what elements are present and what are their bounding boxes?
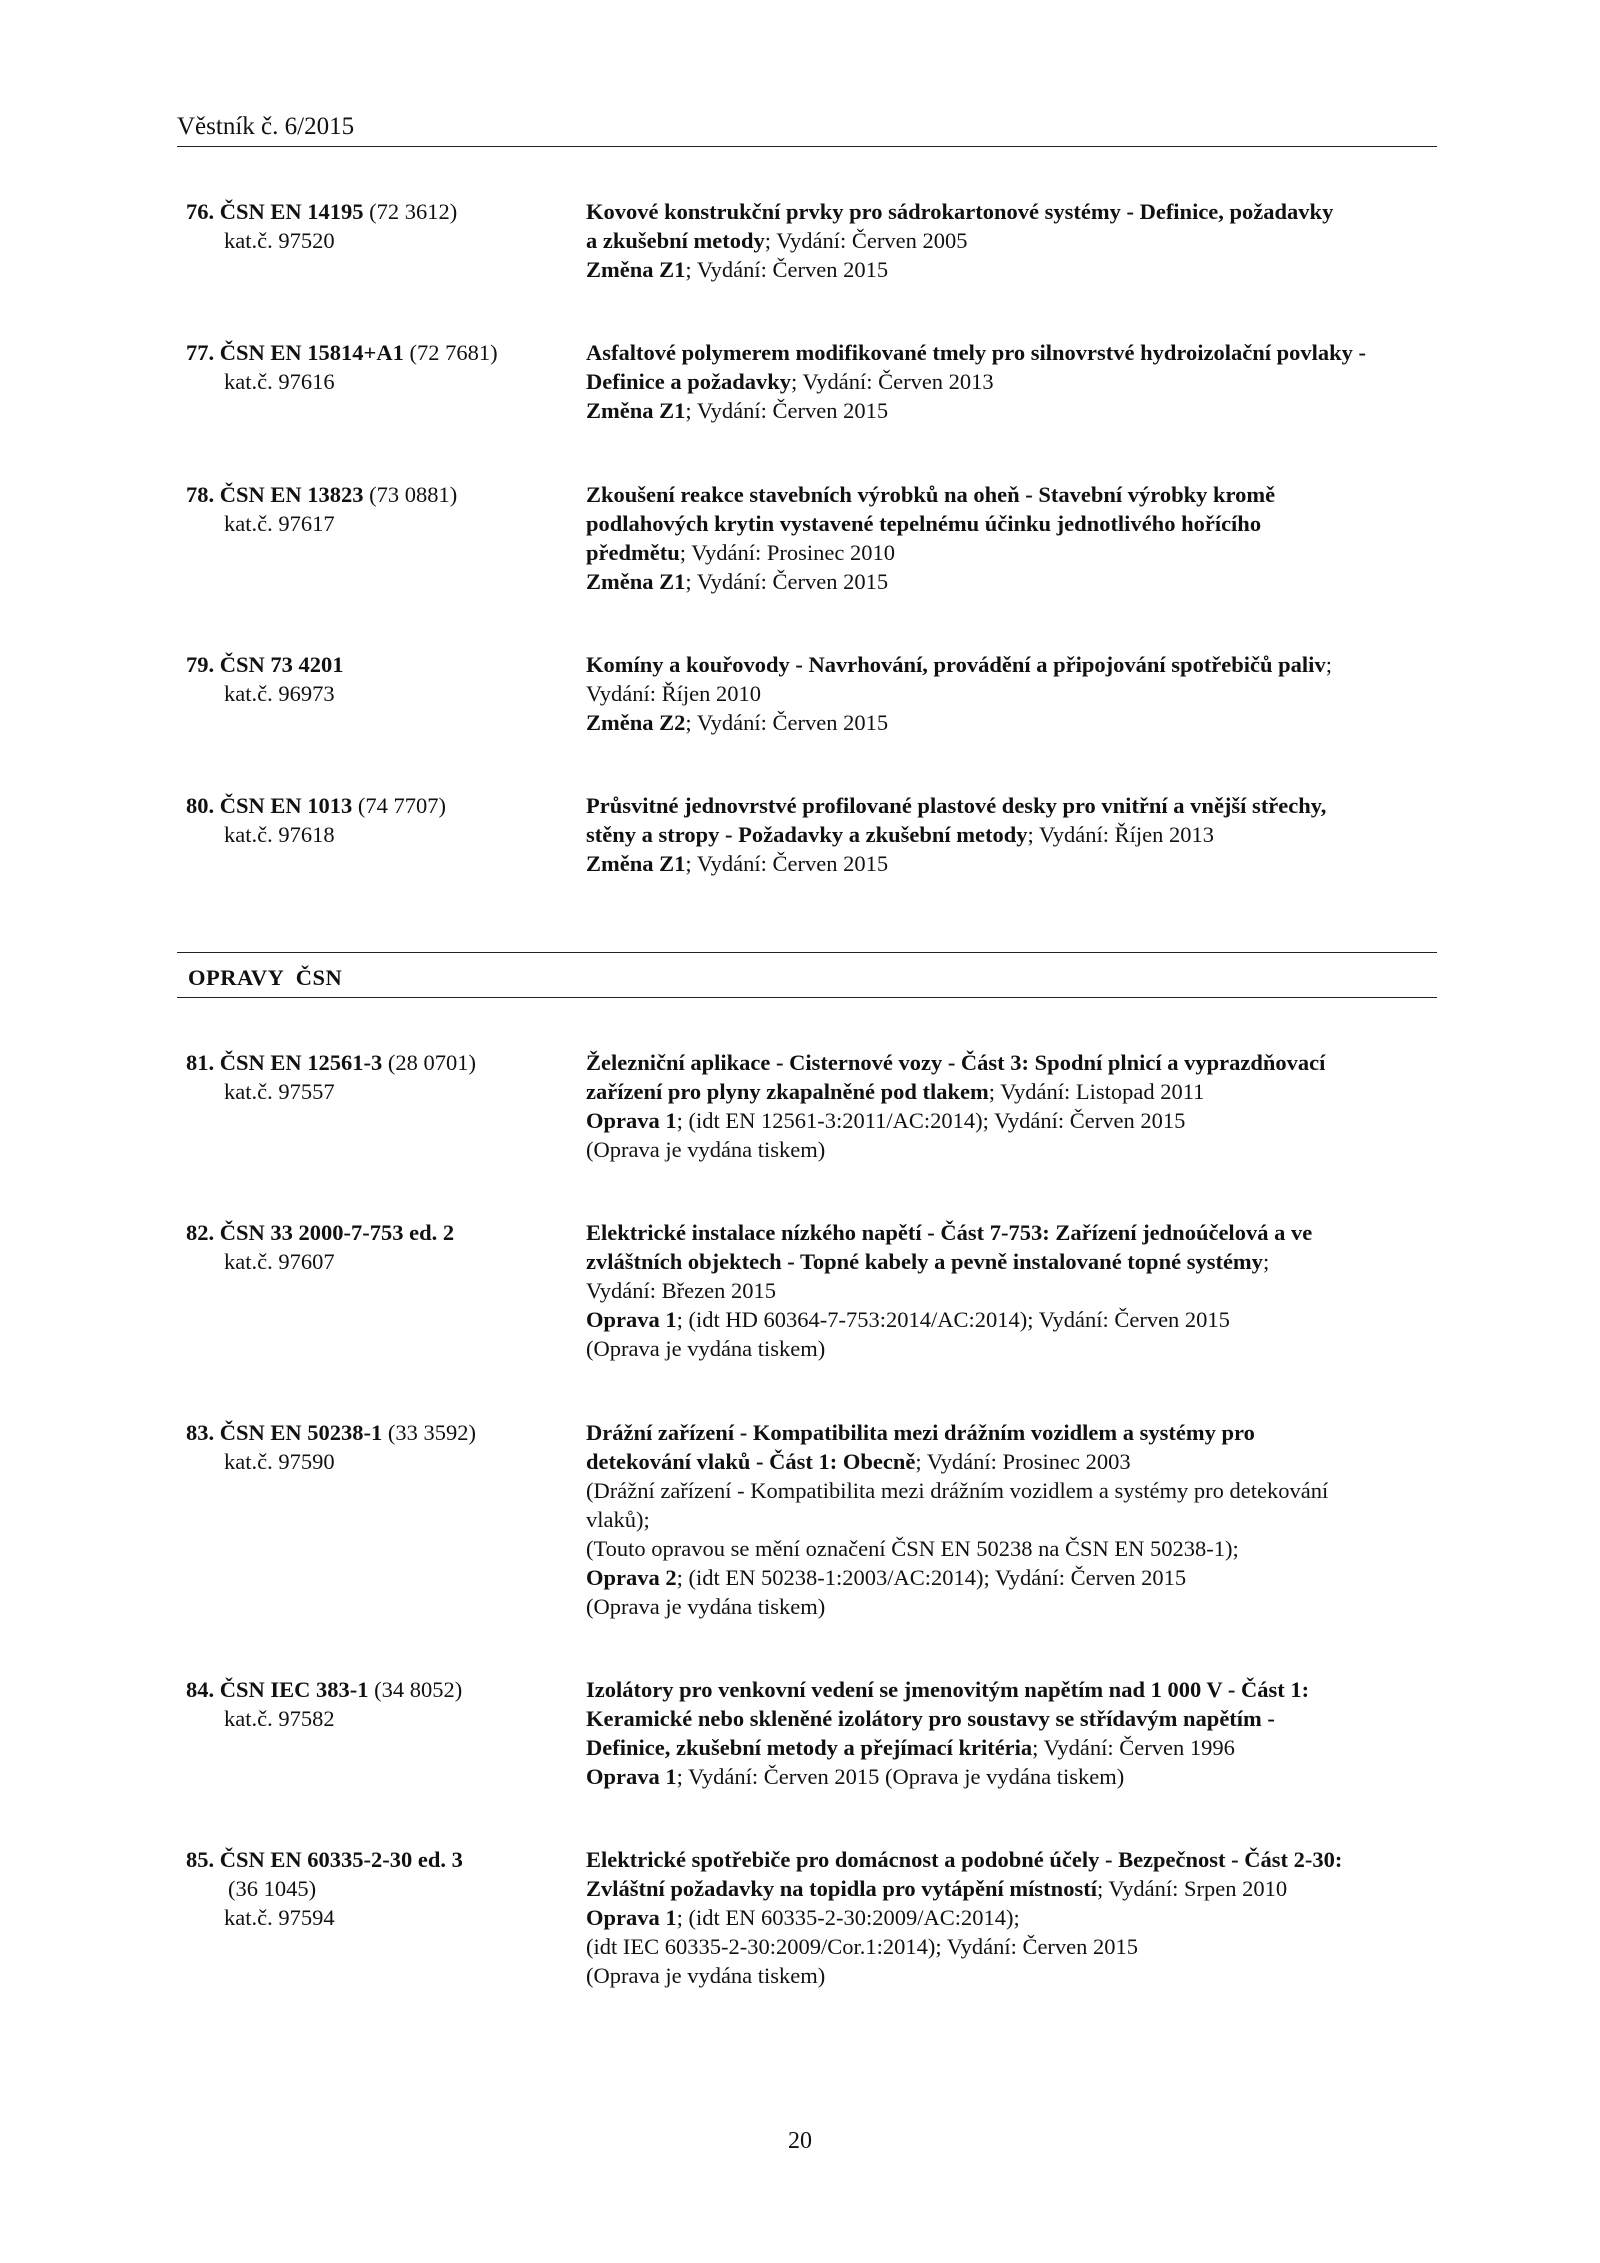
standard-code: ČSN EN 12561-3 — [219, 1050, 383, 1075]
standard-code: ČSN EN 13823 — [219, 482, 364, 507]
title-line: Elektrické instalace nízkého napětí - Část 7-753: Zařízení jednoúčelová a ve — [586, 1220, 1313, 1245]
catalog-number: kat.č. 96973 — [224, 681, 335, 706]
entry-identifier — [186, 791, 566, 849]
edition-info: ; Vydání: Červen 1996 — [1032, 1735, 1235, 1760]
title-line: detekování vlaků - Část 1: Obecně — [586, 1449, 916, 1474]
class-code: (34 8052) — [368, 1677, 463, 1702]
standard-code: ČSN IEC 383-1 — [219, 1677, 369, 1702]
catalog-number: kat.č. 97520 — [224, 228, 335, 253]
correction-label: Oprava 1 — [586, 1905, 677, 1930]
title-line: zvláštních objektech - Topné kabely a pevně instalované topné systémy — [586, 1249, 1263, 1274]
edition-info: ; Vydání: Červen 2013 — [791, 369, 994, 394]
change-info: ; Vydání: Červen 2015 — [685, 398, 889, 423]
entry-number: 85. — [186, 1847, 215, 1872]
page-header: Věstník č. 6/2015 — [177, 113, 355, 140]
standard-code: ČSN EN 60335-2-30 ed. 3 — [219, 1847, 463, 1872]
title-line: Asfaltové polymerem modifikované tmely pro silnovrstvé hydroizolační povlaky - — [586, 340, 1366, 365]
previous-title-line: vlaků); — [586, 1507, 650, 1532]
class-code: (33 3592) — [382, 1420, 477, 1445]
entry-number: 78. — [186, 482, 215, 507]
section-divider-bottom — [177, 997, 1437, 998]
catalog-number: kat.č. 97607 — [224, 1249, 335, 1274]
entry-description — [586, 1418, 1436, 1621]
catalog-number: kat.č. 97616 — [224, 369, 335, 394]
entry-identifier — [186, 650, 566, 708]
change-label: Změna Z1 — [586, 398, 686, 423]
title-punctuation: ; — [1325, 652, 1332, 677]
correction-info: ; (idt EN 50238-1:2003/AC:2014); Vydání: Červen 2015 — [676, 1565, 1187, 1590]
title-line: Zkoušení reakce stavebních výrobků na oheň - Stavební výrobky kromě — [586, 482, 1276, 507]
standard-code: ČSN EN 50238-1 — [219, 1420, 383, 1445]
entry-number: 77. — [186, 340, 215, 365]
entry-number: 84. — [186, 1677, 215, 1702]
title-line: Definice a požadavky — [586, 369, 791, 394]
title-line: podlahových krytin vystavené tepelnému účinku jednotlivého hořícího — [586, 511, 1262, 536]
title-line: předmětu — [586, 540, 680, 565]
section-divider-top — [177, 952, 1437, 953]
title-line: Drážní zařízení - Kompatibilita mezi drážním vozidlem a systémy pro — [586, 1420, 1255, 1445]
change-info: ; Vydání: Červen 2015 — [685, 851, 889, 876]
edition-info: Vydání: Březen 2015 — [586, 1278, 776, 1303]
title-line: Komíny a kouřovody - Navrhování, provádění a připojování spotřebičů paliv — [586, 652, 1326, 677]
change-label: Změna Z1 — [586, 851, 686, 876]
entry-number: 79. — [186, 652, 215, 677]
standard-code: ČSN 33 2000-7-753 ed. 2 — [219, 1220, 455, 1245]
title-line: Kovové konstrukční prvky pro sádrokartonové systémy - Definice, požadavky — [586, 199, 1334, 224]
entry-identifier — [186, 1675, 566, 1733]
entry-description — [586, 197, 1436, 284]
catalog-number: kat.č. 97594 — [224, 1905, 335, 1930]
edition-info: ; Vydání: Prosinec 2010 — [679, 540, 895, 565]
title-line: Průsvitné jednovrstvé profilované plastové desky pro vnitřní a vnější střechy, — [586, 793, 1327, 818]
standard-code: ČSN EN 14195 — [219, 199, 364, 224]
correction-label: Oprava 1 — [586, 1764, 677, 1789]
standard-code: ČSN EN 1013 — [219, 793, 353, 818]
print-note: (Oprava je vydána tiskem) — [586, 1963, 826, 1988]
class-code: (72 3612) — [363, 199, 458, 224]
header-divider — [177, 146, 1437, 147]
class-code: (28 0701) — [382, 1050, 477, 1075]
class-code: (72 7681) — [403, 340, 498, 365]
title-line: a zkušební metody — [586, 228, 765, 253]
change-info: ; Vydání: Červen 2015 — [685, 569, 889, 594]
entry-identifier — [186, 480, 566, 538]
title-line: Zvláštní požadavky na topidla pro vytápění místností — [586, 1876, 1097, 1901]
entry-identifier — [186, 1418, 566, 1476]
correction-info: ; (idt EN 60335-2-30:2009/AC:2014); — [676, 1905, 1020, 1930]
entry-identifier — [186, 1048, 566, 1106]
title-line: Železniční aplikace - Cisternové vozy - Část 3: Spodní plnicí a vyprazdňovací — [586, 1050, 1326, 1075]
correction-label: Oprava 1 — [586, 1307, 677, 1332]
entry-description — [586, 650, 1436, 737]
title-line: stěny a stropy - Požadavky a zkušební metody — [586, 822, 1028, 847]
edition-info: ; Vydání: Prosinec 2003 — [915, 1449, 1131, 1474]
entry-description — [586, 338, 1436, 425]
page-number: 20 — [788, 2128, 812, 2154]
section-title: OPRAVY ČSN — [188, 965, 343, 990]
entry-number: 83. — [186, 1420, 215, 1445]
entry-number: 76. — [186, 199, 215, 224]
entry-description — [586, 1675, 1436, 1791]
title-punctuation: ; — [1262, 1249, 1270, 1274]
entry-description — [586, 1845, 1436, 1990]
correction-label: Oprava 1 — [586, 1108, 677, 1133]
class-code: (73 0881) — [363, 482, 458, 507]
edition-info: ; Vydání: Srpen 2010 — [1096, 1876, 1288, 1901]
entry-number: 81. — [186, 1050, 215, 1075]
title-line: Keramické nebo skleněné izolátory pro soustavy se střídavým napětím - — [586, 1706, 1275, 1731]
change-info: ; Vydání: Červen 2015 — [685, 257, 889, 282]
print-note: (Oprava je vydána tiskem) — [586, 1594, 826, 1619]
entry-identifier — [186, 197, 566, 255]
entry-identifier — [186, 338, 566, 396]
entry-description — [586, 1048, 1436, 1164]
edition-info: ; Vydání: Červen 2005 — [764, 228, 968, 253]
correction-info: ; Vydání: Červen 2015 (Oprava je vydána tiskem) — [676, 1764, 1125, 1789]
edition-info: Vydání: Říjen 2010 — [586, 681, 761, 706]
title-line: Izolátory pro venkovní vedení se jmenovitým napětím nad 1 000 V - Část 1: — [586, 1677, 1310, 1702]
change-label: Změna Z1 — [586, 257, 686, 282]
standard-code: ČSN 73 4201 — [219, 652, 344, 677]
edition-info: ; Vydání: Listopad 2011 — [988, 1079, 1205, 1104]
catalog-number: kat.č. 97590 — [224, 1449, 335, 1474]
class-code: (74 7707) — [352, 793, 447, 818]
correction-info-continued: (idt IEC 60335-2-30:2009/Cor.1:2014); Vydání: Červen 2015 — [586, 1934, 1139, 1959]
entry-description — [586, 1218, 1436, 1363]
standard-code: ČSN EN 15814+A1 — [219, 340, 404, 365]
correction-info: ; (idt HD 60364-7-753:2014/AC:2014); Vydání: Červen 2015 — [676, 1307, 1230, 1332]
entry-identifier — [186, 1845, 566, 1932]
catalog-number: kat.č. 97618 — [224, 822, 335, 847]
entry-description — [586, 791, 1436, 878]
title-line: zařízení pro plyny zkapalněné pod tlakem — [586, 1079, 989, 1104]
change-label: Změna Z2 — [586, 710, 686, 735]
entry-identifier — [186, 1218, 566, 1276]
class-code: (36 1045) — [228, 1876, 317, 1901]
correction-label: Oprava 2 — [586, 1565, 677, 1590]
catalog-number: kat.č. 97617 — [224, 511, 335, 536]
entry-number: 80. — [186, 793, 215, 818]
print-note: (Oprava je vydána tiskem) — [586, 1137, 826, 1162]
entry-description — [586, 480, 1436, 596]
change-label: Změna Z1 — [586, 569, 686, 594]
title-line: Elektrické spotřebiče pro domácnost a podobné účely - Bezpečnost - Část 2-30: — [586, 1847, 1343, 1872]
previous-title-line: (Drážní zařízení - Kompatibilita mezi drážním vozidlem a systémy pro detekování — [586, 1478, 1329, 1503]
edition-info: ; Vydání: Říjen 2013 — [1027, 822, 1214, 847]
title-line: Definice, zkušební metody a přejímací kritéria — [586, 1735, 1033, 1760]
catalog-number: kat.č. 97582 — [224, 1706, 335, 1731]
correction-info: ; (idt EN 12561-3:2011/AC:2014); Vydání: Červen 2015 — [676, 1108, 1186, 1133]
catalog-number: kat.č. 97557 — [224, 1079, 335, 1104]
entry-number: 82. — [186, 1220, 215, 1245]
print-note: (Oprava je vydána tiskem) — [586, 1336, 826, 1361]
change-info: ; Vydání: Červen 2015 — [685, 710, 889, 735]
designation-change-note: (Touto opravou se mění označení ČSN EN 50238 na ČSN EN 50238-1); — [586, 1536, 1239, 1561]
